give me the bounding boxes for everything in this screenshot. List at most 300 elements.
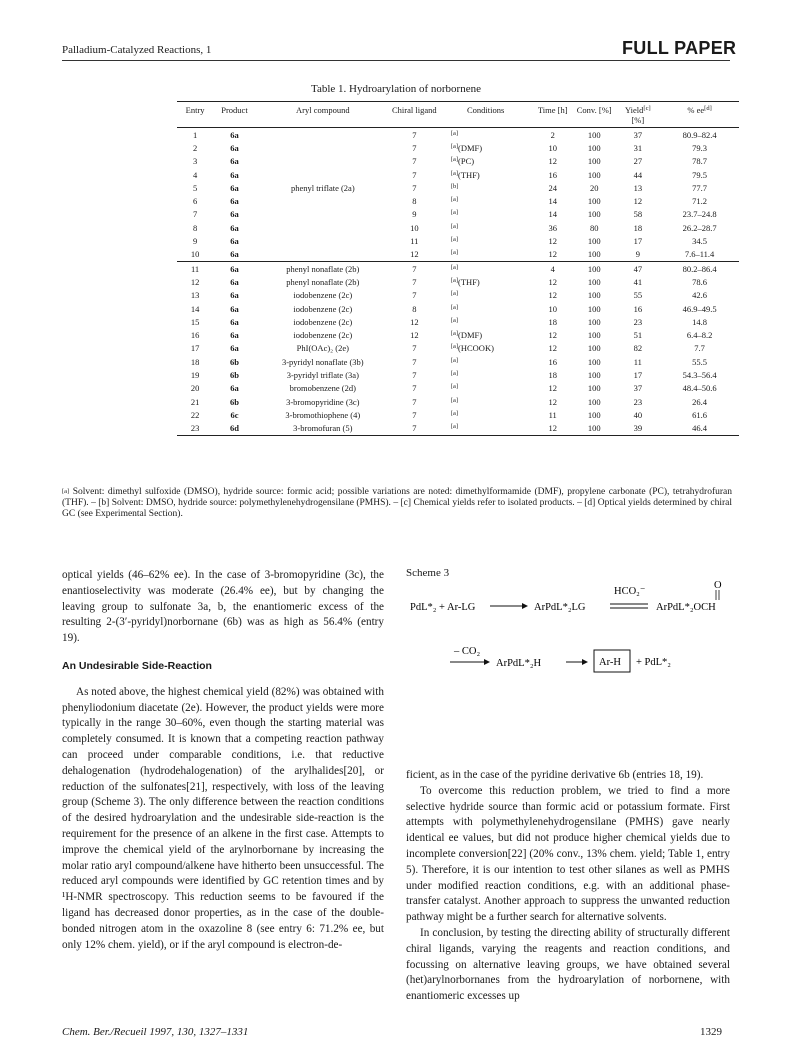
cell-product: 6a bbox=[230, 383, 239, 394]
table-row bbox=[177, 289, 739, 302]
cell-product: 6a bbox=[230, 290, 239, 301]
cell-conv: 100 bbox=[587, 316, 601, 327]
condition-variation: (DMF) bbox=[458, 142, 483, 153]
cell-ligand: 7 bbox=[412, 142, 417, 153]
condition-footnote-mark: [a] bbox=[450, 276, 459, 284]
condition-footnote-mark: [a] bbox=[450, 142, 459, 150]
table-row bbox=[177, 261, 739, 275]
cell-conv: 100 bbox=[587, 196, 601, 207]
cell-product: 6b bbox=[229, 369, 239, 380]
condition-variation: (PC) bbox=[458, 156, 475, 167]
cell-aryl bbox=[256, 168, 390, 181]
cell-conditions bbox=[439, 408, 533, 421]
th-yield-unit: [%] bbox=[631, 115, 645, 125]
cell-product: 6a bbox=[230, 330, 239, 341]
condition-footnote-mark: [a] bbox=[450, 330, 459, 338]
condition-footnote-mark: [a] bbox=[450, 423, 459, 431]
cell-aryl: iodobenzene (2c) bbox=[293, 330, 353, 341]
table-row bbox=[177, 368, 739, 381]
cell-conditions bbox=[439, 261, 533, 275]
cell-ligand: 7 bbox=[412, 290, 417, 301]
table-footnotes bbox=[62, 487, 732, 520]
cell-conv: 80 bbox=[589, 222, 599, 233]
cell-entry: 5 bbox=[192, 182, 198, 193]
cell-conditions bbox=[439, 302, 533, 315]
cell-time: 12 bbox=[548, 156, 557, 167]
cell-product: 6a bbox=[213, 261, 256, 275]
cell-ee: 55.5 bbox=[692, 356, 708, 367]
cell-time: 10 bbox=[548, 142, 557, 153]
condition-footnote-mark: [a] bbox=[450, 383, 459, 391]
cell-yield: 17 bbox=[633, 369, 643, 380]
cell-ee: 7.6–11.4 bbox=[684, 249, 715, 260]
cell-yield: 23 bbox=[633, 316, 643, 327]
cell-aryl: 3-bromothiophene (4) bbox=[285, 409, 361, 420]
running-head: Palladium-Catalyzed Reactions, 1 bbox=[62, 44, 212, 56]
cell-aryl: 3-pyridyl nonaflate (3b) bbox=[281, 356, 364, 367]
cell-entry: 16 bbox=[190, 330, 200, 341]
th-time: Time [h] bbox=[537, 105, 568, 115]
th-conv: Conv. [%] bbox=[576, 105, 612, 115]
th-entry: Entry bbox=[185, 105, 205, 115]
table-row bbox=[177, 141, 739, 154]
scheme-co2-loss: – CO₂ bbox=[454, 646, 481, 657]
cell-conv: 100 bbox=[587, 290, 601, 301]
cell-aryl bbox=[256, 128, 390, 142]
scheme-reagent-formate: HCO₂⁻ bbox=[614, 586, 646, 597]
arrow-right-icon bbox=[450, 659, 490, 665]
cell-time: 12 bbox=[548, 249, 557, 260]
cell-yield: 51 bbox=[633, 330, 643, 341]
right-para-3: In conclusion, by testing the directing ability of structurally different chiral ligands, varying the reagents and reaction conditions, and focussing on alternative leaving groups, we have obtained several (het)arylnorbornanes from the hydroarylation of norbornene, with enantiomeric excesses up bbox=[406, 926, 730, 1003]
cell-conv: 20 bbox=[589, 182, 599, 193]
table-row bbox=[177, 234, 739, 247]
condition-footnote-mark: [a] bbox=[450, 236, 459, 244]
cell-ligand: 7 bbox=[412, 369, 417, 380]
condition-footnote-mark: [a] bbox=[450, 169, 459, 177]
cell-yield: 13 bbox=[633, 182, 643, 193]
th-yield-sup: [c] bbox=[643, 105, 651, 112]
cell-conv: 100 bbox=[587, 303, 601, 314]
condition-footnote-mark: [a] bbox=[450, 290, 459, 298]
condition-variation: (THF) bbox=[458, 276, 480, 287]
cell-conditions bbox=[439, 155, 533, 168]
cell-ee: 23.7–24.8 bbox=[682, 209, 717, 220]
cell-conv: 100 bbox=[587, 383, 601, 394]
cell-product: 6a bbox=[230, 209, 239, 220]
reaction-scheme bbox=[406, 580, 732, 690]
scheme-label: Scheme 3 bbox=[406, 567, 450, 579]
cell-ligand: 8 bbox=[412, 303, 417, 314]
cell-aryl: iodobenzene (2c) bbox=[293, 316, 353, 327]
cell-entry: 18 bbox=[190, 356, 200, 367]
cell-aryl bbox=[256, 194, 390, 207]
cell-time: 4 bbox=[532, 261, 572, 275]
table-row bbox=[177, 408, 739, 421]
scheme-intermediate-1: ArPdL*₂LG bbox=[534, 602, 586, 613]
condition-footnote-mark: [a] bbox=[450, 249, 459, 257]
cell-ligand: 10 bbox=[410, 222, 419, 233]
cell-conv: 100 bbox=[587, 129, 601, 140]
cell-entry: 23 bbox=[177, 422, 213, 436]
scheme-regenerated-catalyst: + PdL*₂ bbox=[636, 657, 671, 668]
th-ligand: Chiral ligand bbox=[392, 105, 437, 115]
th-ee bbox=[660, 102, 739, 128]
cell-ligand: 7 bbox=[412, 156, 417, 167]
cell-conditions bbox=[439, 315, 533, 328]
footnote-mark: [a] bbox=[62, 488, 70, 495]
cell-conditions bbox=[439, 289, 533, 302]
cell-conv: 100 bbox=[587, 396, 601, 407]
condition-footnote-mark: [a] bbox=[450, 316, 459, 324]
cell-aryl bbox=[256, 155, 390, 168]
cell-yield: 37 bbox=[633, 383, 643, 394]
cell-conditions bbox=[439, 342, 533, 355]
cell-yield: 55 bbox=[633, 290, 643, 301]
cell-ligand: 12 bbox=[410, 249, 419, 260]
cell-time: 11 bbox=[548, 409, 557, 420]
cell-yield: 82 bbox=[633, 343, 643, 354]
cell-ee: 54.3–56.4 bbox=[682, 369, 717, 380]
cell-conv: 100 bbox=[573, 261, 616, 275]
cell-time: 18 bbox=[548, 316, 557, 327]
condition-footnote-mark: [a] bbox=[450, 263, 459, 271]
cell-ee: 61.6 bbox=[692, 409, 708, 420]
cell-ligand: 9 bbox=[412, 209, 417, 220]
cell-ligand: 7 bbox=[412, 343, 417, 354]
cell-yield: 18 bbox=[633, 222, 643, 233]
cell-ee: 34.5 bbox=[692, 236, 708, 247]
cell-yield: 23 bbox=[633, 396, 643, 407]
cell-yield: 31 bbox=[633, 142, 643, 153]
cell-conditions bbox=[439, 422, 533, 436]
cell-ee: 46.4 bbox=[660, 422, 739, 436]
cell-ee: 7.7 bbox=[694, 343, 705, 354]
cell-aryl: iodobenzene (2c) bbox=[293, 290, 353, 301]
cell-aryl: phenyl nonaflate (2b) bbox=[256, 261, 390, 275]
left-column bbox=[62, 568, 384, 953]
cell-entry: 3 bbox=[192, 156, 198, 167]
cell-yield: 58 bbox=[633, 209, 643, 220]
cell-product: 6a bbox=[230, 343, 239, 354]
cell-ee: 80.9–82.4 bbox=[682, 129, 717, 140]
condition-footnote-mark: [a] bbox=[450, 156, 459, 164]
cell-aryl: 3-bromopyridine (3c) bbox=[286, 396, 360, 407]
cell-ligand: 8 bbox=[412, 196, 417, 207]
cell-entry: 12 bbox=[190, 276, 200, 287]
cell-aryl bbox=[256, 221, 390, 234]
table-row bbox=[177, 248, 739, 262]
footer-journal: Chem. Ber./Recueil 1997, 130, 1327–1331 bbox=[62, 1026, 249, 1038]
cell-conv: 100 bbox=[587, 343, 601, 354]
cell-aryl bbox=[256, 208, 390, 221]
cell-ee: 46.9–49.5 bbox=[682, 303, 717, 314]
cell-entry: 14 bbox=[190, 303, 200, 314]
table-row bbox=[177, 208, 739, 221]
cell-conditions bbox=[439, 328, 533, 341]
cell-product: 6b bbox=[229, 396, 239, 407]
cell-ligand: 11 bbox=[410, 236, 419, 247]
cell-ee: 26.2–28.7 bbox=[682, 222, 717, 233]
cell-product: 6a bbox=[230, 196, 239, 207]
condition-footnote-mark: [a] bbox=[450, 409, 459, 417]
condition-footnote-mark: [a] bbox=[450, 343, 459, 351]
cell-conditions bbox=[439, 141, 533, 154]
cell-aryl: 3-pyridyl triflate (3a) bbox=[286, 369, 359, 380]
condition-footnote-mark: [a] bbox=[450, 369, 459, 377]
scheme-carbonyl-o: O bbox=[714, 580, 722, 591]
cell-conditions bbox=[439, 221, 533, 234]
table-row bbox=[177, 355, 739, 368]
arrow-right-icon bbox=[490, 603, 528, 609]
cell-aryl: PhI(OAc)₂ (2e) bbox=[296, 343, 349, 354]
cell-entry: 19 bbox=[190, 369, 200, 380]
cell-aryl: 3-bromofuran (5) bbox=[256, 422, 390, 436]
left-para-1: optical yields (46–62% ee). In the case of 3-bromopyridine (3c), the enantioselectivity was moderate (26.4% ee), but by changing the leaving group to sulfonate 3a, b, the enantiomeric excess of the resulting 2-(3′-pyridyl)norbornane (6b) was as high as 56.4% (entry 19). bbox=[62, 569, 384, 645]
table-row bbox=[177, 181, 739, 194]
table-row bbox=[177, 221, 739, 234]
cell-entry: 4 bbox=[192, 169, 198, 180]
cell-time: 2 bbox=[550, 129, 555, 140]
footnote-text: Solvent: dimethyl sulfoxide (DMSO), hydride source: formic acid; possible variations are noted: dimethylformamide (DMF), propylene carbonate (PC), tetrahydrofuran (THF). – [b] Solvent: DMSO, hydride source: polymethylenehydrogensilane (PMHS). – [c] Chemical yields refer to isolated products. – [d] Optical yields determined by chiral GC (see Experimental Section). bbox=[62, 487, 732, 519]
th-conditions: Conditions bbox=[466, 105, 505, 115]
cell-ee: 26.4 bbox=[692, 396, 708, 407]
cell-conv: 100 bbox=[587, 209, 601, 220]
cell-entry: 1 bbox=[192, 129, 198, 140]
cell-conv: 100 bbox=[587, 142, 601, 153]
cell-entry: 13 bbox=[190, 290, 200, 301]
right-column bbox=[406, 768, 730, 1005]
cell-conditions bbox=[439, 208, 533, 221]
cell-entry: 8 bbox=[192, 222, 198, 233]
condition-footnote-mark: [a] bbox=[450, 303, 459, 311]
cell-conditions bbox=[439, 194, 533, 207]
cell-yield: 40 bbox=[633, 409, 643, 420]
cell-aryl: iodobenzene (2c) bbox=[293, 303, 353, 314]
cell-product: 6a bbox=[230, 222, 239, 233]
cell-conv: 100 bbox=[587, 409, 601, 420]
cell-product: 6a bbox=[230, 316, 239, 327]
cell-yield: 27 bbox=[633, 156, 643, 167]
cell-ee: 78.7 bbox=[692, 156, 708, 167]
th-yield bbox=[615, 102, 660, 128]
cell-product: 6a bbox=[230, 129, 239, 140]
cell-entry: 20 bbox=[190, 383, 200, 394]
cell-conv: 100 bbox=[587, 330, 601, 341]
cell-conv: 100 bbox=[573, 422, 616, 436]
cell-time: 24 bbox=[548, 182, 557, 193]
scheme-hydride-complex: ArPdL*₂H bbox=[496, 658, 542, 669]
table-row bbox=[177, 315, 739, 328]
cell-time: 12 bbox=[548, 396, 557, 407]
condition-variation: (DMF) bbox=[458, 330, 483, 341]
cell-ee: 79.5 bbox=[692, 169, 708, 180]
cell-product: 6a bbox=[230, 156, 239, 167]
cell-time: 14 bbox=[548, 209, 557, 220]
cell-entry: 2 bbox=[192, 142, 198, 153]
cell-time: 12 bbox=[548, 383, 557, 394]
cell-yield: 12 bbox=[633, 196, 643, 207]
cell-product: 6a bbox=[230, 236, 239, 247]
table-row bbox=[177, 275, 739, 288]
cell-ligand: 7 bbox=[390, 261, 439, 275]
cell-conv: 100 bbox=[587, 369, 601, 380]
cell-ee: 77.7 bbox=[692, 182, 708, 193]
cell-yield: 11 bbox=[633, 356, 642, 367]
header-rule bbox=[62, 60, 730, 61]
th-yield-label: Yield bbox=[625, 105, 644, 115]
table-row bbox=[177, 382, 739, 395]
cell-ee: 78.6 bbox=[692, 276, 708, 287]
right-para-2: To overcome this reduction problem, we tried to find a more selective hydride source than formic acid or potassium formate. First attempts with polymethylenehydrogensilane (PMHS) gave nearly identical ee values, but did not produce higher chemical yields due to incomplete conversion[22] (20% conv., 13% chem. yield; Table 1, entry 5). Therefore, it is our intention to test other silanes as well as PMHS under modified reaction conditions, e.g. with an additional phase-transfer catalyst. Another approach to suppress the unwanted reduction pathway might be a further search for alternative solvents. bbox=[406, 784, 730, 924]
cell-aryl: phenyl nonaflate (2b) bbox=[286, 276, 360, 287]
table-row bbox=[177, 395, 739, 408]
cell-yield: 41 bbox=[633, 276, 643, 287]
cell-ee: 14.8 bbox=[692, 316, 708, 327]
left-para-2: As noted above, the highest chemical yield (82%) was obtained with phenyliodonium diacetate (2e). However, the product yields were more typically in the range 30–60%, even though the starting material was completely consumed. It is known that a competing reaction pathway can proceed under comparable conditions, i.e. that reductive dehalogenation (hydrodehalogenation) of the arylhalides[20], or reduction of the sulfonates[21], respectively, with loss of the leaving group (Scheme 3). The only difference between the reaction conditions of the desired hydroarylation and the undesirable side-reaction is the requirement for the presence of an alkene in the first case. Attempts to improve the chemical yield of the arylnorbornane by increasing the molar ratio aryl compound/alkene have hitherto been unsuccessful. The reduced aryl compounds were identified by GC retention times and by ¹H-NMR spectroscopy. This reduction seems to be favoured if the ligand has decreased donor properties, as in the case of the double-bonded nitrogen atom in the oxazoline 8 (see entry 6: 71.2% ee, but only 12% chem. yield), or if the aryl compound is electron-de- bbox=[62, 685, 384, 951]
cell-ligand: 7 bbox=[412, 169, 417, 180]
cell-ee: 80.2–86.4 bbox=[660, 261, 739, 275]
cell-entry: 10 bbox=[190, 249, 200, 260]
condition-footnote-mark: [a] bbox=[450, 396, 459, 404]
condition-footnote-mark: [a] bbox=[450, 209, 459, 217]
cell-product: 6a bbox=[230, 169, 239, 180]
cell-yield: 44 bbox=[633, 169, 643, 180]
cell-product: 6a bbox=[230, 249, 239, 260]
cell-aryl bbox=[256, 234, 390, 247]
table-row bbox=[177, 302, 739, 315]
cell-conditions bbox=[439, 368, 533, 381]
cell-product: 6a bbox=[230, 276, 239, 287]
cell-conditions bbox=[439, 355, 533, 368]
cell-entry: 7 bbox=[192, 209, 198, 220]
scheme-formate-complex: ArPdL*₂OCH bbox=[656, 602, 716, 613]
th-aryl: Aryl compound bbox=[296, 105, 350, 115]
cell-ligand: 7 bbox=[412, 356, 417, 367]
section-tag: FULL PAPER bbox=[622, 38, 737, 58]
cell-product: 6d bbox=[213, 422, 256, 436]
table-row bbox=[177, 422, 739, 436]
table-header-row bbox=[177, 102, 739, 128]
table-row bbox=[177, 342, 739, 355]
condition-footnote-mark: [a] bbox=[450, 129, 459, 137]
cell-time: 12 bbox=[548, 276, 557, 287]
cell-aryl bbox=[256, 141, 390, 154]
cell-conditions bbox=[439, 181, 533, 194]
cell-ee: 48.4–50.6 bbox=[682, 383, 717, 394]
right-para-1: ficient, as in the case of the pyridine derivative 6b (entries 18, 19). bbox=[406, 769, 704, 781]
cell-ee: 71.2 bbox=[692, 196, 708, 207]
cell-product: 6b bbox=[229, 356, 239, 367]
cell-time: 16 bbox=[548, 169, 557, 180]
condition-footnote-mark: [b] bbox=[450, 182, 459, 190]
cell-entry: 22 bbox=[190, 409, 200, 420]
cell-conditions bbox=[439, 168, 533, 181]
cell-time: 12 bbox=[548, 343, 557, 354]
cell-yield: 37 bbox=[633, 129, 643, 140]
table-row bbox=[177, 128, 739, 142]
cell-time: 18 bbox=[548, 369, 557, 380]
condition-variation: (THF) bbox=[458, 169, 480, 180]
page-number: 1329 bbox=[700, 1026, 722, 1038]
cell-conv: 100 bbox=[587, 169, 601, 180]
cell-aryl bbox=[256, 248, 390, 262]
equilibrium-arrow-icon bbox=[610, 604, 648, 608]
cell-ligand: 7 bbox=[412, 182, 417, 193]
cell-ligand: 7 bbox=[412, 276, 417, 287]
cell-entry: 9 bbox=[192, 236, 198, 247]
section-heading: An Undesirable Side-Reaction bbox=[62, 659, 212, 672]
cell-entry: 6 bbox=[192, 196, 198, 207]
cell-ligand: 7 bbox=[412, 383, 417, 394]
cell-product: 6a bbox=[230, 182, 239, 193]
condition-footnote-mark: [a] bbox=[450, 222, 459, 230]
condition-footnote-mark: [a] bbox=[450, 196, 459, 204]
scheme-reactants: PdL*₂ + Ar-LG bbox=[410, 602, 476, 613]
arrow-right-icon bbox=[566, 659, 588, 665]
cell-time: 36 bbox=[548, 222, 557, 233]
cell-ee: 79.3 bbox=[692, 142, 708, 153]
cell-time: 14 bbox=[548, 196, 557, 207]
cell-entry: 21 bbox=[190, 396, 200, 407]
table-row bbox=[177, 328, 739, 341]
th-ee-sup: [d] bbox=[704, 105, 712, 112]
cell-yield: 39 bbox=[615, 422, 660, 436]
cell-ligand: 7 bbox=[412, 396, 417, 407]
th-product: Product bbox=[221, 105, 248, 115]
cell-time: 10 bbox=[548, 303, 557, 314]
cell-time: 16 bbox=[548, 356, 557, 367]
cell-time: 12 bbox=[532, 422, 572, 436]
cell-ee: 42.6 bbox=[692, 290, 708, 301]
table-row bbox=[177, 155, 739, 168]
cell-entry: 17 bbox=[190, 343, 200, 354]
table-title: Table 1. Hydroarylation of norbornene bbox=[311, 83, 481, 95]
cell-conv: 100 bbox=[587, 276, 601, 287]
cell-yield: 9 bbox=[635, 249, 640, 260]
cell-ligand: 7 bbox=[412, 129, 417, 140]
cell-product: 6c bbox=[230, 409, 239, 420]
cell-entry: 11 bbox=[177, 261, 213, 275]
table-row bbox=[177, 194, 739, 207]
cell-ligand: 12 bbox=[410, 330, 419, 341]
cell-time: 12 bbox=[548, 236, 557, 247]
cell-time: 12 bbox=[548, 290, 557, 301]
cell-conditions bbox=[439, 395, 533, 408]
cell-aryl-group: phenyl triflate (2a) bbox=[290, 182, 355, 193]
cell-conditions bbox=[439, 382, 533, 395]
cell-conv: 100 bbox=[587, 249, 601, 260]
cell-yield: 16 bbox=[633, 303, 643, 314]
cell-conditions bbox=[439, 275, 533, 288]
cell-yield: 47 bbox=[615, 261, 660, 275]
cell-product: 6a bbox=[230, 303, 239, 314]
condition-variation: (HCOOK) bbox=[458, 343, 494, 354]
condition-footnote-mark: [a] bbox=[450, 356, 459, 364]
cell-product: 6a bbox=[230, 142, 239, 153]
cell-conditions bbox=[439, 128, 533, 142]
cell-conditions bbox=[439, 248, 533, 262]
scheme-product: Ar-H bbox=[599, 657, 621, 668]
cell-conv: 100 bbox=[587, 356, 601, 367]
cell-time: 12 bbox=[548, 330, 557, 341]
cell-conv: 100 bbox=[587, 156, 601, 167]
cell-ligand: 7 bbox=[390, 422, 439, 436]
cell-yield: 17 bbox=[633, 236, 643, 247]
th-ee-label: % ee bbox=[687, 105, 705, 115]
cell-aryl: bromobenzene (2d) bbox=[289, 383, 356, 394]
cell-ligand: 7 bbox=[412, 409, 417, 420]
